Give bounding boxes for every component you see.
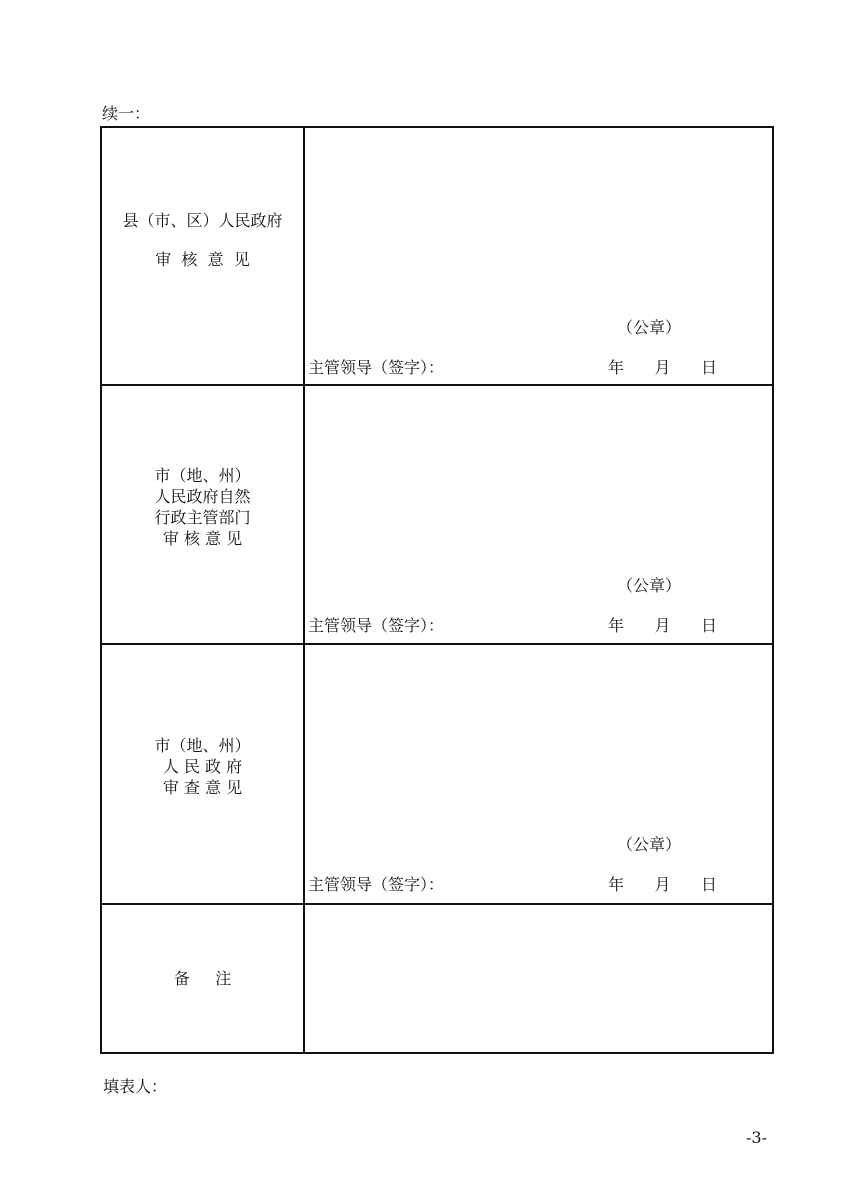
date-label: 年 月 日	[608, 875, 718, 894]
county-review-row	[101, 127, 773, 385]
row-label-line: 审 查 意 见	[162, 777, 243, 797]
row-label-line: 行政主管部门	[154, 507, 251, 527]
row-label-line: 市（地、州）	[154, 465, 251, 485]
city-government-label-cell	[101, 644, 304, 904]
page-number: -3-	[746, 1128, 767, 1147]
official-seal-label: （公章）	[617, 576, 682, 595]
supervisor-signature-label: 主管领导（签字）：	[308, 875, 445, 894]
row-label-line: 人民政府自然	[154, 486, 251, 506]
row-label-line: 县（市、区）人民政府	[122, 211, 283, 230]
remarks-content-area[interactable]	[304, 904, 773, 1053]
row-label-line: 市（地、州）	[154, 735, 251, 755]
county-review-opinion-area[interactable]	[304, 127, 773, 385]
remarks-row	[101, 904, 773, 1053]
row-label-line: 审 核 意 见	[162, 528, 243, 548]
city-natural-resources-opinion-area[interactable]	[304, 385, 773, 644]
city-natural-resources-label-cell	[101, 385, 304, 644]
date-label: 年 月 日	[608, 616, 718, 635]
row-label-line: 人 民 政 府	[162, 756, 243, 776]
city-government-opinion-area[interactable]	[304, 644, 773, 904]
row-label-line: 审 核 意 见	[155, 250, 250, 269]
city-government-review-row	[101, 644, 773, 904]
form-filler-label: 填表人：	[103, 1077, 168, 1096]
date-label: 年 月 日	[608, 358, 718, 377]
official-seal-label: （公章）	[617, 318, 682, 337]
review-form-table	[100, 126, 774, 1054]
continuation-label: 续一：	[102, 104, 151, 123]
county-review-label-cell	[101, 127, 304, 385]
official-seal-label: （公章）	[617, 835, 682, 854]
remarks-label: 备 注	[173, 968, 232, 988]
supervisor-signature-label: 主管领导（签字）：	[308, 358, 445, 377]
supervisor-signature-label: 主管领导（签字）：	[308, 616, 445, 635]
city-natural-resources-review-row	[101, 385, 773, 644]
remarks-label-cell	[101, 904, 304, 1053]
